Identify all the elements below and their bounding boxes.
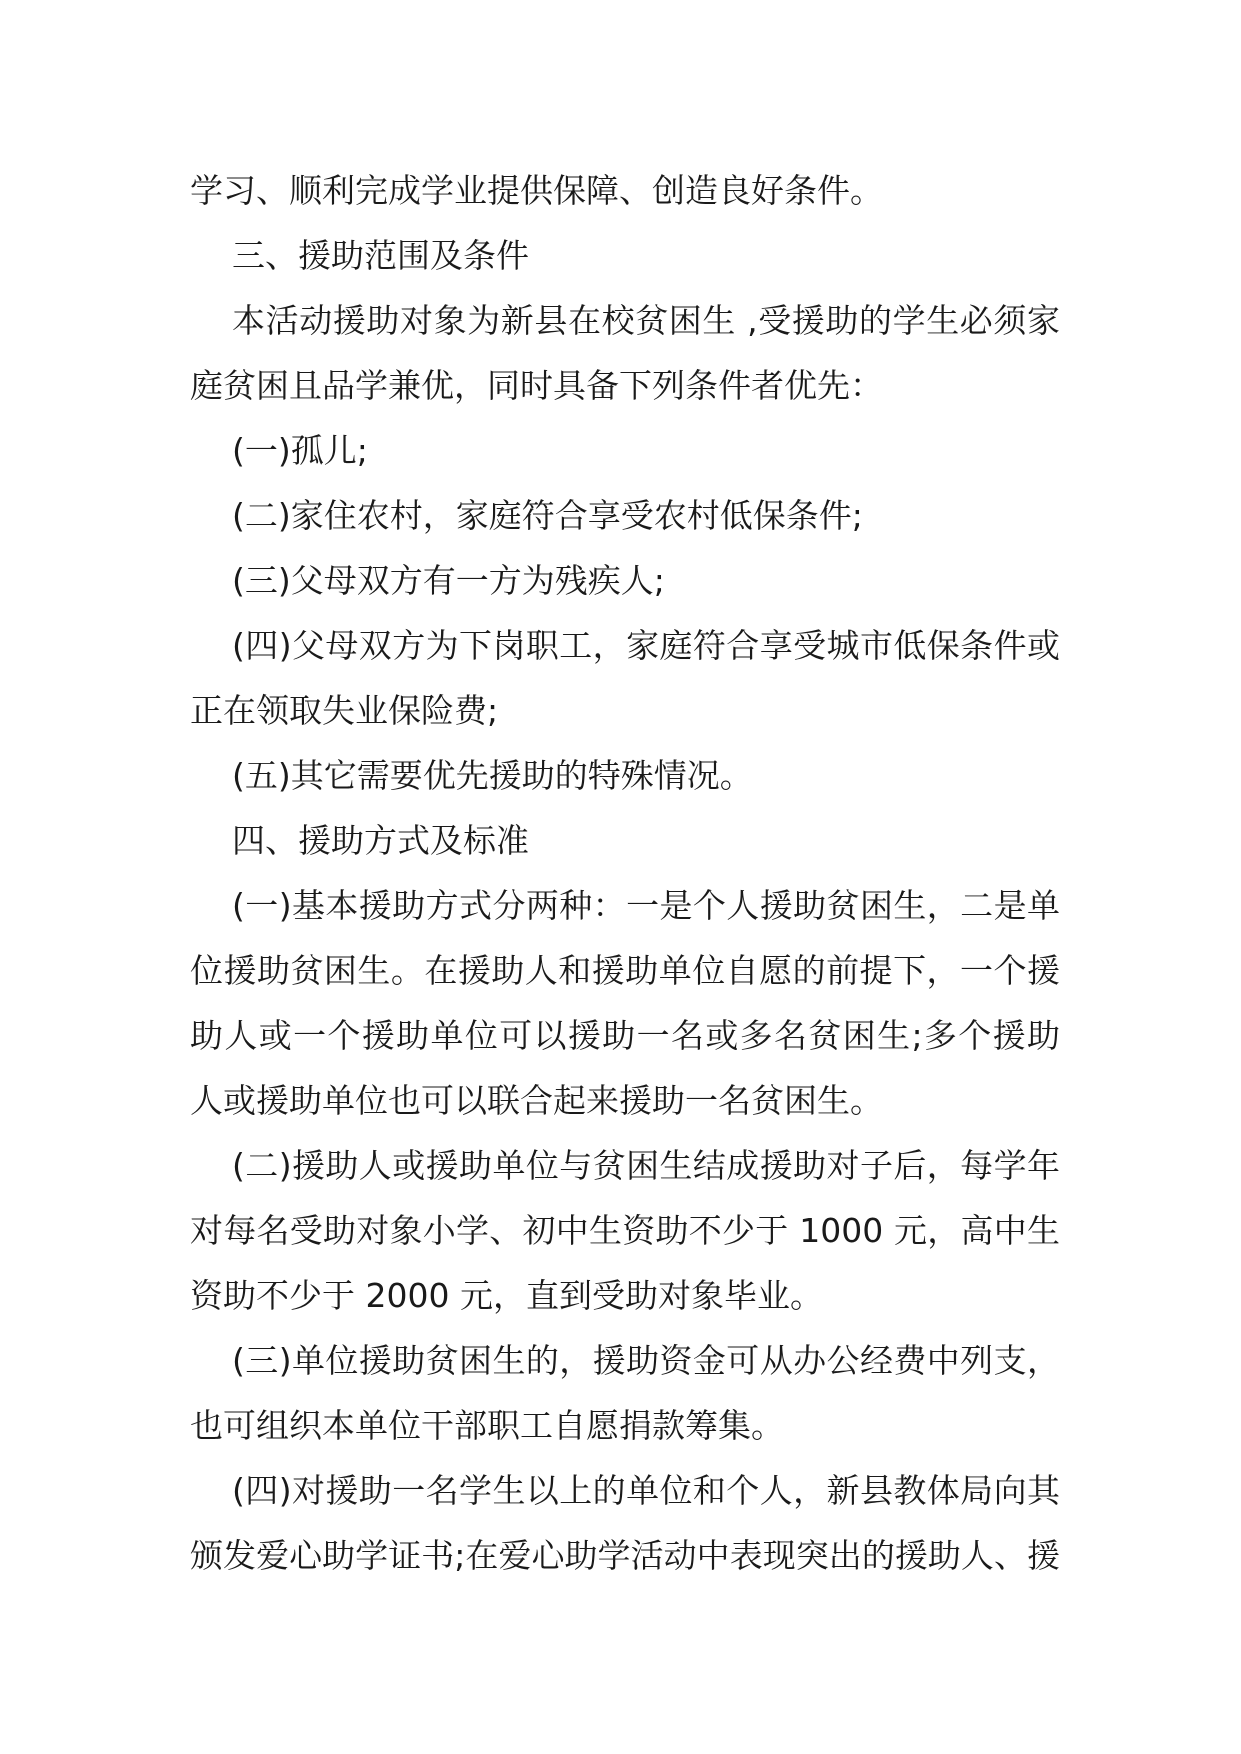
text-line-12: (一)基本援助方式分两种：一是个人援助贫困生，二是单 [232, 886, 1060, 925]
section-heading-3: 三、援助范围及条件 [232, 236, 529, 275]
list-item-special: (五)其它需要优先援助的特殊情况。 [232, 756, 753, 795]
text-line-1: 学习、顺利完成学业提供保障、创造良好条件。 [190, 171, 883, 210]
list-item-orphan: (一)孤儿; [232, 431, 368, 470]
document-body [190, 158, 1060, 1588]
list-item-rural: (二)家住农村，家庭符合享受农村低保条件; [232, 496, 863, 535]
text-line-21: (四)对援助一名学生以上的单位和个人，新县教体局向其 [232, 1471, 1060, 1510]
text-line-9: 正在领取失业保险费; [190, 691, 499, 730]
text-line-17: 对每名受助对象小学、初中生资助不少于 1000 元，高中生 [190, 1211, 1060, 1250]
list-item-laid-off: (四)父母双方为下岗职工，家庭符合享受城市低保条件或 [232, 626, 1060, 665]
section-heading-4: 四、援助方式及标准 [232, 821, 529, 860]
text-line-3: 本活动援助对象为新县在校贫困生 ,受援助的学生必须家 [232, 301, 1060, 340]
text-line-15: 人或援助单位也可以联合起来援助一名贫困生。 [190, 1081, 883, 1120]
text-line-14: 助人或一个援助单位可以援助一名或多名贫困生;多个援助 [190, 1016, 1060, 1055]
text-line-4: 庭贫困且品学兼优，同时具备下列条件者优先： [190, 366, 883, 405]
text-line-18: 资助不少于 2000 元，直到受助对象毕业。 [190, 1276, 823, 1315]
text-line-19: (三)单位援助贫困生的，援助资金可从办公经费中列支， [232, 1341, 1060, 1380]
text-line-13: 位援助贫困生。在援助人和援助单位自愿的前提下，一个援 [190, 951, 1060, 990]
list-item-disabled-parent: (三)父母双方有一方为残疾人; [232, 561, 665, 600]
text-line-16: (二)援助人或援助单位与贫困生结成援助对子后，每学年 [232, 1146, 1060, 1185]
text-line-22: 颁发爱心助学证书;在爱心助学活动中表现突出的援助人、援 [190, 1536, 1060, 1575]
text-line-20: 也可组织本单位干部职工自愿捐款筹集。 [190, 1406, 784, 1445]
